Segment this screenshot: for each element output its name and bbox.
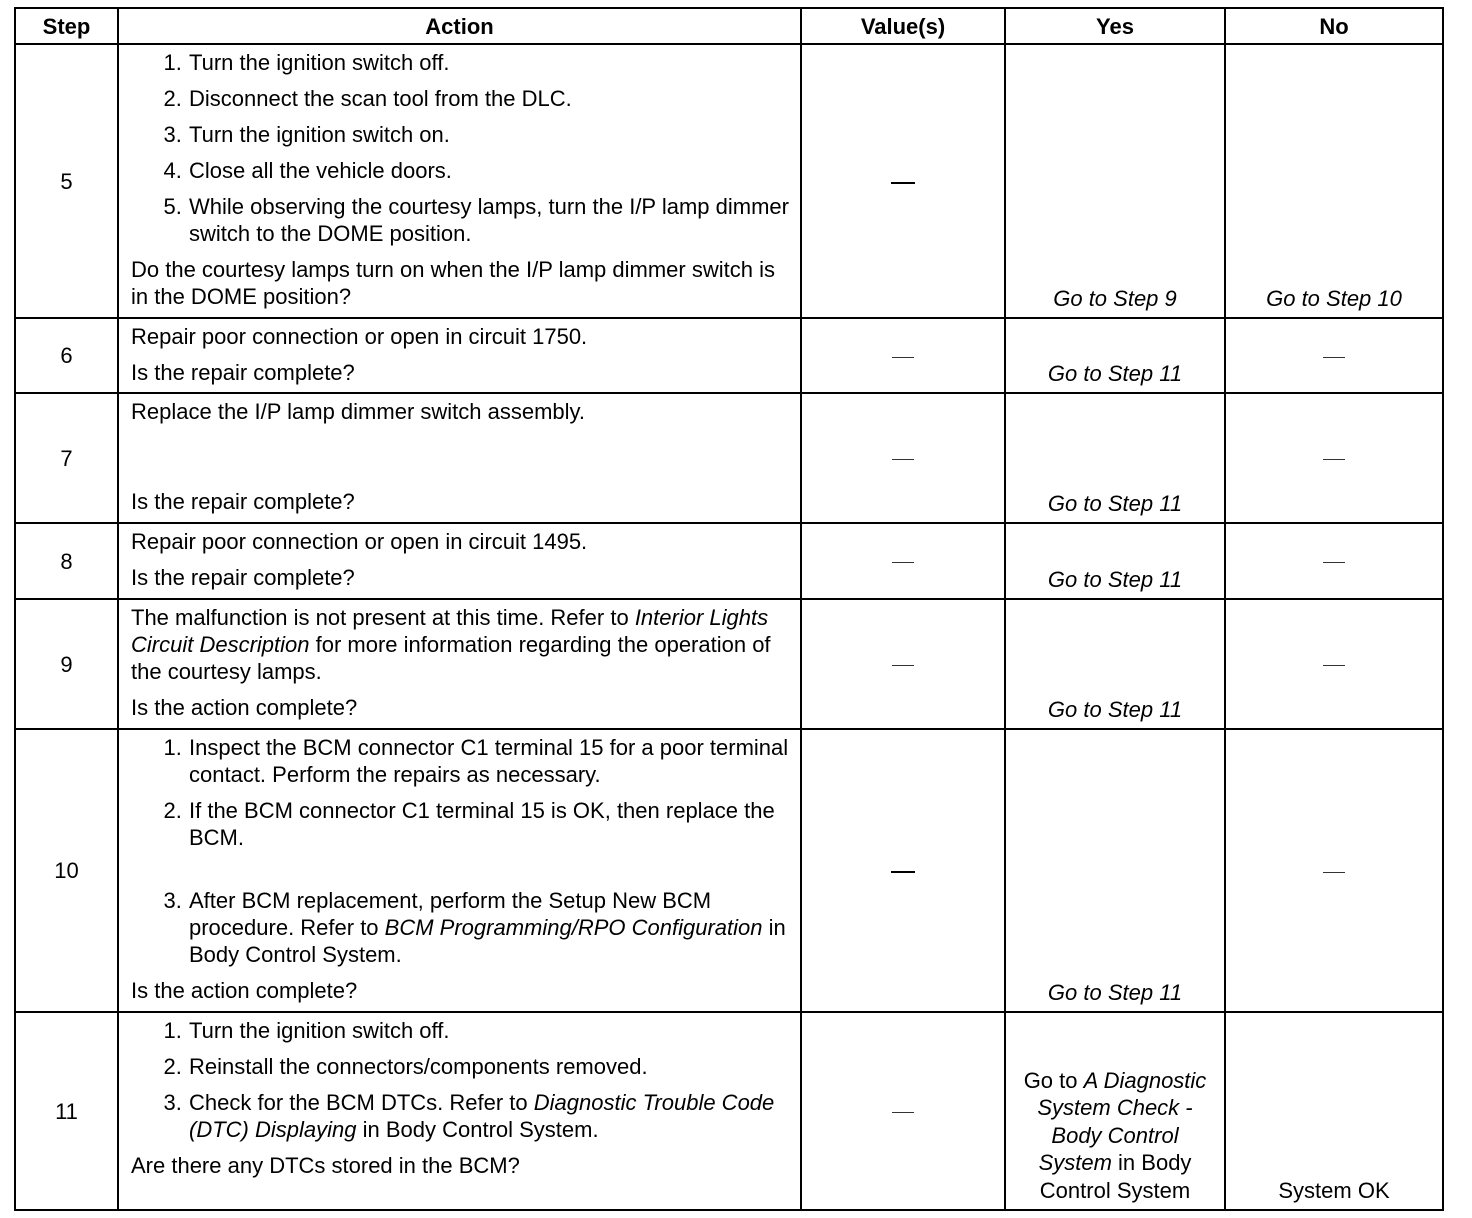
- item-text-b: in Body Control System.: [362, 1117, 599, 1142]
- action-question: Is the action complete?: [131, 978, 358, 1003]
- action-text: Repair poor connection or open in circuit 1495.: [131, 529, 588, 554]
- list-item: [188, 887, 790, 968]
- action-cell: [118, 318, 801, 393]
- value-cell: [801, 729, 1005, 1012]
- action-list: [131, 1017, 790, 1143]
- reference-link: BCM Programming/RPO Configuration: [384, 915, 763, 940]
- value-dash: [892, 459, 914, 460]
- action-cell: [118, 44, 801, 318]
- value-cell: [801, 599, 1005, 729]
- item-text-a: After BCM replacement, perform the Setup New BCM procedure. Refer to: [189, 888, 712, 940]
- action-list: [131, 49, 790, 247]
- table-row: [15, 393, 1443, 523]
- item-text-a: Check for the BCM DTCs. Refer to: [189, 1090, 528, 1115]
- action-cell: [118, 523, 801, 599]
- yes-cell: Go to Step 9: [1005, 44, 1225, 318]
- no-dash: [1323, 357, 1345, 358]
- header-row: [15, 8, 1443, 44]
- yes-cell: [1005, 1012, 1225, 1210]
- value-dash: [892, 562, 914, 563]
- diagnostic-table: [14, 7, 1444, 1211]
- action-text: [131, 604, 790, 685]
- list-item: 3. Turn the ignition switch on.: [188, 121, 790, 148]
- yes-cell: Go to Step 11: [1005, 318, 1225, 393]
- value-dash: [892, 1112, 914, 1113]
- step-number: 11: [15, 1012, 118, 1210]
- action-text-b: for more information regarding the operation of the courtesy lamps.: [131, 632, 771, 684]
- no-dash: [1323, 459, 1345, 460]
- no-dash: [1323, 665, 1345, 666]
- header-action: Action: [118, 8, 801, 44]
- list-item: 1. Turn the ignition switch off.: [188, 49, 790, 76]
- step-number: 10: [15, 729, 118, 1012]
- table-row: [15, 523, 1443, 599]
- action-cell: [118, 1012, 801, 1210]
- action-question: Are there any DTCs stored in the BCM?: [131, 1153, 520, 1178]
- no-dash: [1323, 872, 1345, 873]
- value-cell: [801, 393, 1005, 523]
- list-item: 1. Inspect the BCM connector C1 terminal 15 for a poor terminal contact. Perform the repairs as necessary.: [188, 734, 790, 788]
- action-cell: [118, 393, 801, 523]
- header-yes: Yes: [1005, 8, 1225, 44]
- no-cell: System OK: [1225, 1012, 1443, 1210]
- no-cell: [1225, 318, 1443, 393]
- yes-text-a: Go to: [1023, 1067, 1078, 1093]
- action-cell: [118, 599, 801, 729]
- no-cell: Go to Step 10: [1225, 44, 1443, 318]
- yes-cell: Go to Step 11: [1005, 523, 1225, 599]
- table-row: [15, 1012, 1443, 1210]
- yes-text-b: in Body Control System: [1039, 1150, 1192, 1203]
- no-cell: [1225, 599, 1443, 729]
- action-list: [131, 734, 790, 968]
- no-cell: [1225, 729, 1443, 1012]
- action-question: Is the repair complete?: [131, 489, 355, 514]
- action-question: Is the repair complete?: [131, 360, 355, 385]
- list-item: 5. While observing the courtesy lamps, turn the I/P lamp dimmer switch to the DOME position.: [188, 193, 790, 247]
- step-number: 5: [15, 44, 118, 318]
- yes-cell: Go to Step 11: [1005, 393, 1225, 523]
- step-number: 9: [15, 599, 118, 729]
- no-dash: [1323, 562, 1345, 563]
- yes-cell: Go to Step 11: [1005, 599, 1225, 729]
- value-cell: [801, 523, 1005, 599]
- no-cell: [1225, 393, 1443, 523]
- action-text: Replace the I/P lamp dimmer switch assembly.: [131, 399, 586, 424]
- list-item: 2. Reinstall the connectors/components removed.: [188, 1053, 790, 1080]
- value-cell: [801, 318, 1005, 393]
- step-number: 6: [15, 318, 118, 393]
- table-row: [15, 318, 1443, 393]
- list-item: 2. Disconnect the scan tool from the DLC.: [188, 85, 790, 112]
- action-text-a: The malfunction is not present at this time. Refer to: [131, 605, 629, 630]
- action-question: Is the action complete?: [131, 695, 358, 720]
- value-cell: [801, 1012, 1005, 1210]
- table-row: [15, 729, 1443, 1012]
- table-row: [15, 599, 1443, 729]
- header-values: Value(s): [801, 8, 1005, 44]
- action-question: Is the repair complete?: [131, 565, 355, 590]
- list-item: 4. Close all the vehicle doors.: [188, 157, 790, 184]
- step-number: 8: [15, 523, 118, 599]
- action-question: Do the courtesy lamps turn on when the I/P lamp dimmer switch is in the DOME position?: [131, 257, 775, 309]
- table-row: [15, 44, 1443, 318]
- action-cell: [118, 729, 801, 1012]
- reference-link: Diagnostic Trouble Code (DTC) Displaying: [189, 1090, 775, 1142]
- value-dash: [892, 357, 914, 358]
- list-item: 2. If the BCM connector C1 terminal 15 is OK, then replace the BCM.: [188, 797, 790, 851]
- no-cell: [1225, 523, 1443, 599]
- value-dash: [891, 871, 915, 873]
- reference-link: Interior Lights Circuit Description: [131, 605, 769, 657]
- reference-link: A Diagnostic System Check - Body Control System: [1037, 1067, 1207, 1175]
- value-dash: [892, 665, 914, 666]
- header-no: No: [1225, 8, 1443, 44]
- list-item: [188, 1089, 790, 1143]
- value-cell: [801, 44, 1005, 318]
- header-step: Step: [15, 8, 118, 44]
- item-text-b: in Body Control System.: [189, 915, 786, 967]
- action-text: Repair poor connection or open in circuit 1750.: [131, 324, 588, 349]
- yes-cell: Go to Step 11: [1005, 729, 1225, 1012]
- list-item: 1. Turn the ignition switch off.: [188, 1017, 790, 1044]
- value-dash: [891, 182, 915, 184]
- step-number: 7: [15, 393, 118, 523]
